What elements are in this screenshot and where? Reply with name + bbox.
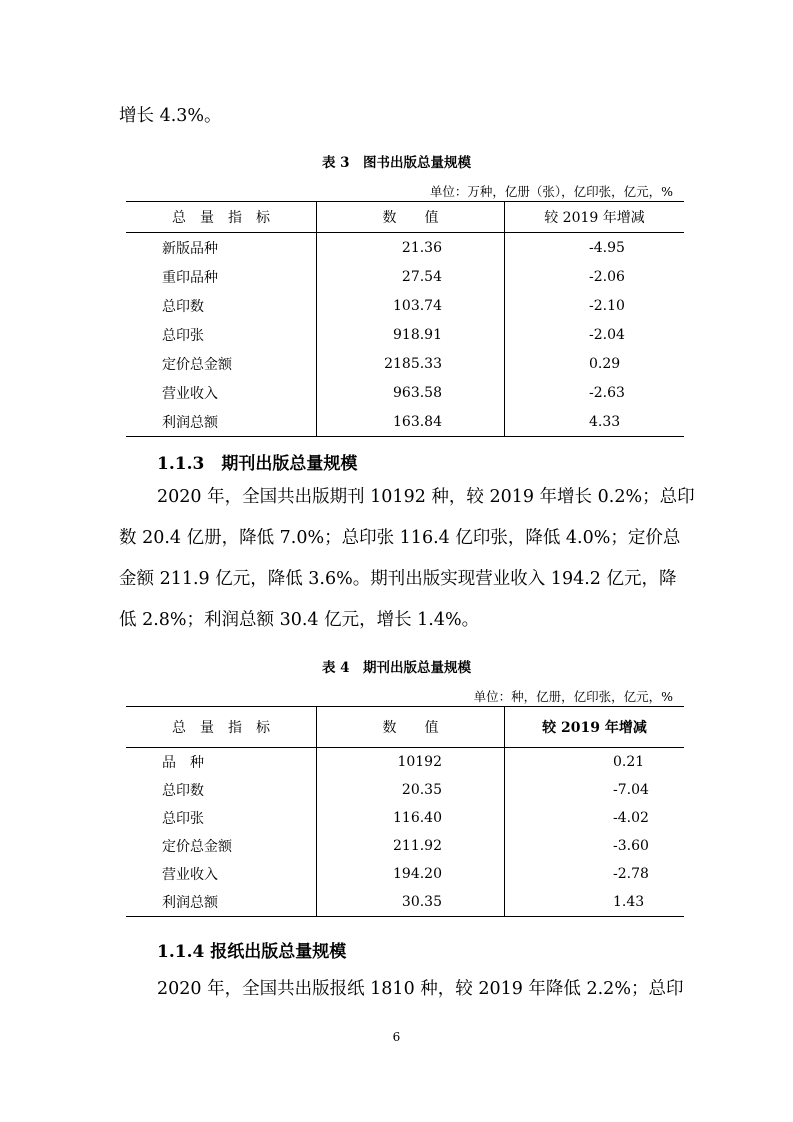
table-row <box>126 349 684 378</box>
table-cell: 利润总额 <box>126 888 317 917</box>
table-4 <box>126 706 684 917</box>
column-header: 较 2019 年增减 <box>505 202 685 233</box>
table-row <box>126 748 684 777</box>
table-cell: -3.60 <box>613 838 649 854</box>
column-header: 总 量 指 标 <box>126 202 317 233</box>
paragraph-line: 2020 年，全国共出版期刊 10192 种，较 2019 年增长 0.2%；总印 <box>157 487 695 507</box>
table-cell: 10192 <box>317 748 505 777</box>
table-cell: 总印数 <box>162 783 204 799</box>
table-cell: -7.04 <box>613 782 649 798</box>
section-heading: 1.1.4 报纸出版总量规模 <box>157 942 347 962</box>
table-row <box>126 888 684 917</box>
table-cell: -2.10 <box>589 297 625 314</box>
table-cell: 963.58 <box>317 378 505 407</box>
table-cell: 0.29 <box>589 355 621 372</box>
table-cell: 总印张 <box>162 327 204 344</box>
table-row <box>126 320 684 349</box>
table-row <box>126 262 684 291</box>
table-row <box>126 378 684 407</box>
table-cell: 103.74 <box>317 291 505 320</box>
table-cell: 194.20 <box>317 860 505 888</box>
table-cell: -2.06 <box>589 268 625 285</box>
table-cell: -2.78 <box>613 866 649 882</box>
paragraph-line: 增长 4.3%。 <box>119 106 222 126</box>
table-cell: 0.21 <box>613 754 645 770</box>
table-cell: 163.84 <box>317 407 505 437</box>
table-cell: 4.33 <box>505 407 685 437</box>
paragraph-line: 2020 年，全国共出版报纸 1810 种，较 2019 年降低 2.2%；总印 <box>157 979 684 999</box>
table-row <box>126 407 684 437</box>
table-cell: 定价总金额 <box>162 356 232 373</box>
table-cell: 211.92 <box>317 832 505 860</box>
column-header: 较 2019 年增减 <box>505 707 685 748</box>
table-cell: -4.95 <box>589 239 625 256</box>
table-cell: 30.35 <box>317 888 505 917</box>
table-row <box>126 233 684 263</box>
table-cell: 总印数 <box>162 298 204 315</box>
table-row <box>126 776 684 804</box>
table-cell: -2.04 <box>589 326 625 343</box>
column-header: 总 量 指 标 <box>126 707 317 748</box>
table-row <box>126 291 684 320</box>
table-row <box>126 832 684 860</box>
column-header: 数 值 <box>317 202 505 233</box>
table-cell: 1.43 <box>505 888 685 917</box>
paragraph-line: 金额 211.9 亿元，降低 3.6%。期刊出版实现营业收入 194.2 亿元，降 <box>119 569 677 589</box>
table-caption: 表 3 图书出版总量规模 <box>321 155 472 171</box>
table-cell: 营业收入 <box>162 385 218 402</box>
table-cell: 20.35 <box>317 776 505 804</box>
table-cell: 定价总金额 <box>162 839 232 855</box>
table-cell: 品 种 <box>162 755 204 771</box>
table-cell: 2185.33 <box>317 349 505 378</box>
paragraph-line: 低 2.8%；利润总额 30.4 亿元，增长 1.4%。 <box>119 610 480 630</box>
section-heading: 1.1.3 期刊出版总量规模 <box>157 454 358 474</box>
table-cell: 利润总额 <box>126 407 317 437</box>
table-cell: 新版品种 <box>162 240 218 257</box>
table-header-row <box>126 707 684 748</box>
table-row <box>126 860 684 888</box>
table-3 <box>126 201 684 437</box>
table-cell: 总印张 <box>162 811 204 827</box>
column-header: 数 值 <box>317 707 505 748</box>
table-cell: 116.40 <box>317 804 505 832</box>
table-cell: -4.02 <box>613 810 649 826</box>
table-unit-note: 单位：种，亿册，亿印张，亿元，% <box>473 689 673 704</box>
table-header-row <box>126 202 684 233</box>
table-unit-note: 单位：万种，亿册（张），亿印张，亿元，% <box>429 184 673 199</box>
table-cell: -2.63 <box>589 384 625 401</box>
table-cell: 营业收入 <box>162 867 218 883</box>
table-row <box>126 804 684 832</box>
table-cell: 21.36 <box>317 233 505 263</box>
table-cell: 918.91 <box>317 320 505 349</box>
table-cell: 重印品种 <box>162 269 218 286</box>
table-cell: 27.54 <box>317 262 505 291</box>
paragraph-line: 数 20.4 亿册，降低 7.0%；总印张 116.4 亿印张，降低 4.0%；定价总 <box>119 528 681 548</box>
page-number: 6 <box>392 1030 401 1044</box>
table-caption: 表 4 期刊出版总量规模 <box>321 660 472 676</box>
